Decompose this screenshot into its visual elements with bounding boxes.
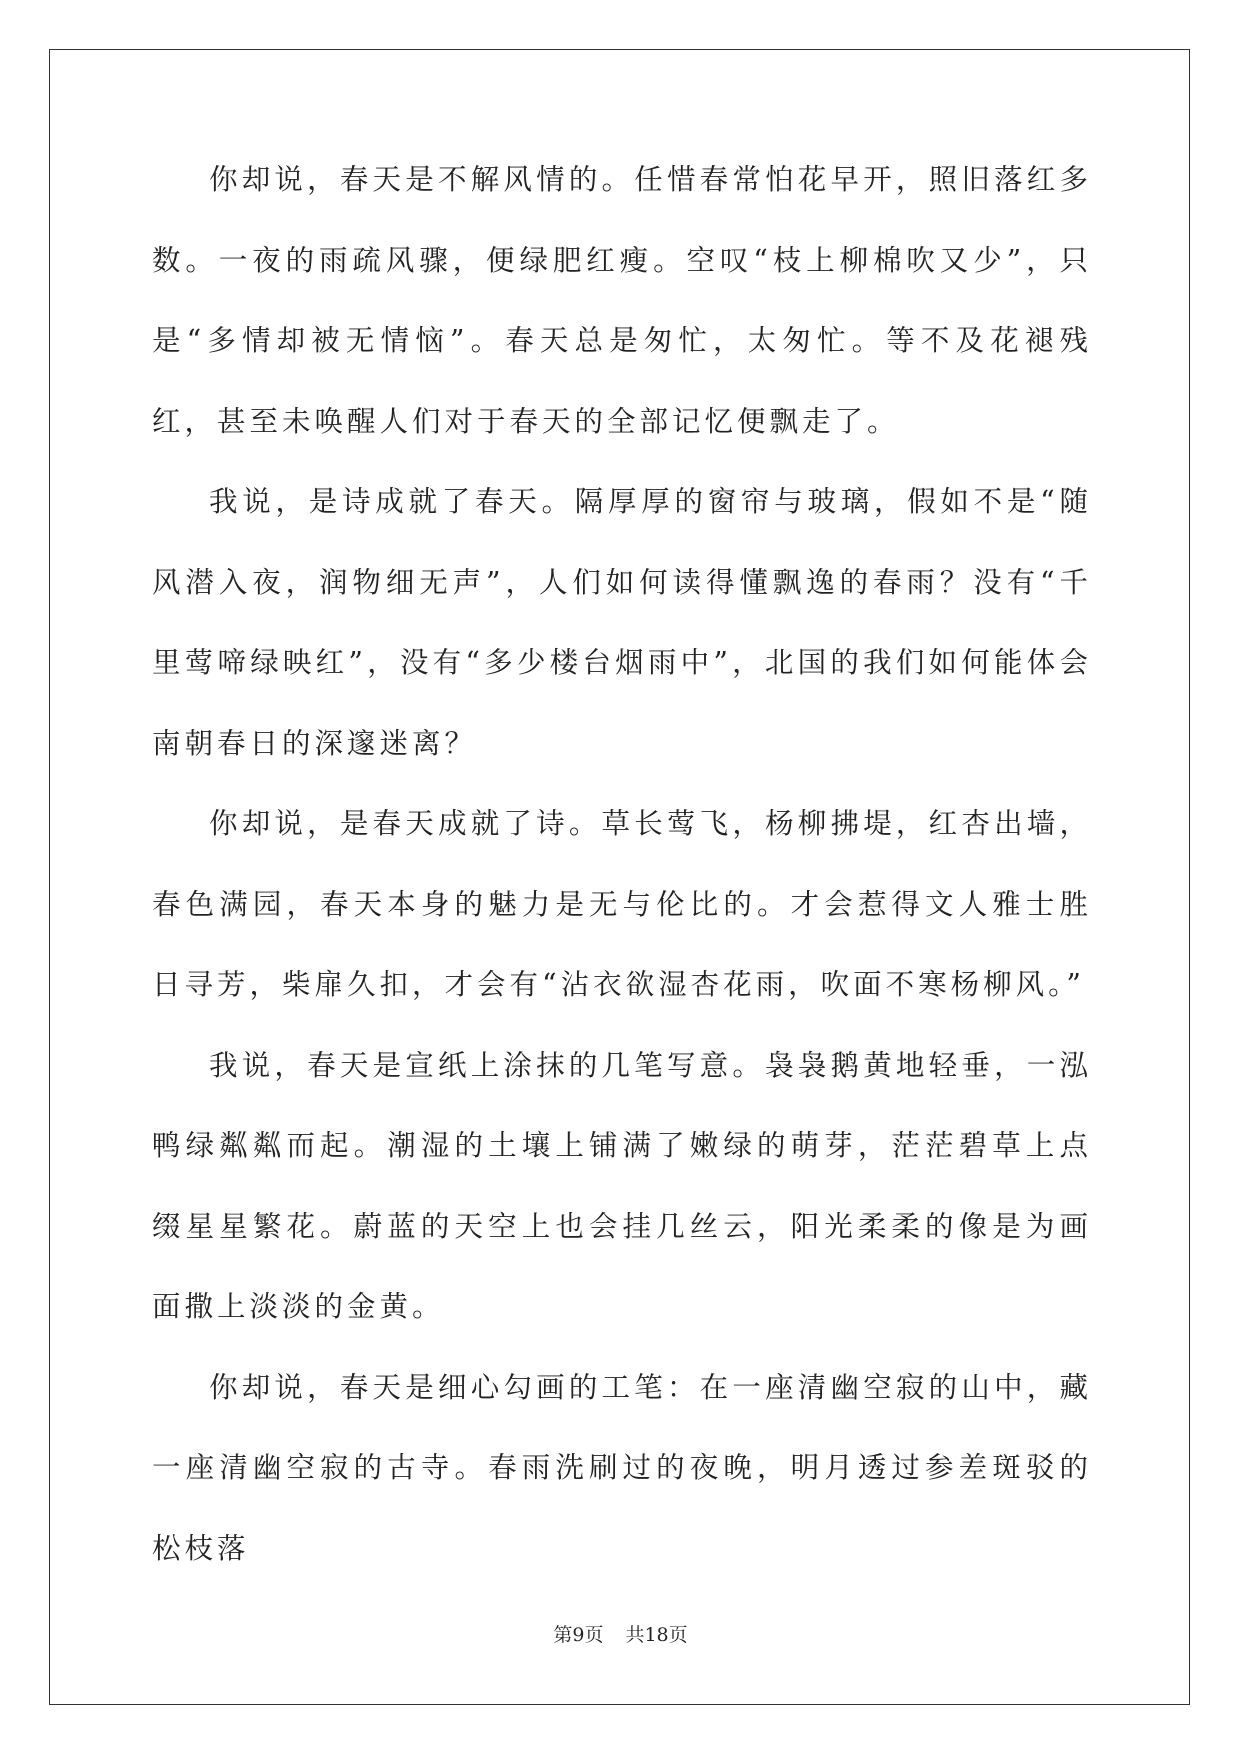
document-body <box>152 140 1092 1589</box>
current-page-number: 第9页 <box>553 1624 604 1646</box>
paragraph-1: 你却说，春天是不解风情的。任惜春常怕花早开，照旧落红多数。一夜的雨疏风骤，便绿肥红瘦。空叹“枝上柳棉吹又少”，只是“多情却被无情恼”。春天总是匆忙，太匆忙。等不及花褪残红，甚至未唤醒人们对于春天的全部记忆便飘走了。 <box>152 163 1092 438</box>
paragraph-5: 你却说，春天是细心勾画的工笔：在一座清幽空寂的山中，藏一座清幽空寂的古寺。春雨洗刷过的夜晚，明月透过参差斑驳的松枝落 <box>152 1370 1092 1565</box>
total-page-count: 共18页 <box>625 1624 688 1646</box>
paragraph-3: 你却说，是春天成就了诗。草长莺飞，杨柳拂堤，红杏出墙，春色满园，春天本身的魅力是无与伦比的。才会惹得文人雅士胜日寻芳，柴扉久扣，才会有“沾衣欲湿杏花雨，吹面不寒杨柳风。” <box>152 807 1092 1001</box>
paragraph-4: 我说，春天是宣纸上涂抹的几笔写意。袅袅鹅黄地轻垂，一泓鸭绿粼粼而起。潮湿的土壤上铺满了嫩绿的萌芽，茫茫碧草上点缀星星繁花。蔚蓝的天空上也会挂几丝云，阳光柔柔的像是为画面撒上淡淡的金黄。 <box>152 1048 1092 1323</box>
paragraph-2: 我说，是诗成就了春天。隔厚厚的窗帘与玻璃，假如不是“随风潜入夜，润物细无声”，人们如何读得懂飘逸的春雨？没有“千里莺啼绿映红”，没有“多少楼台烟雨中”，北国的我们如何能体会南朝春日的深邃迷离？ <box>152 485 1092 760</box>
page-footer <box>0 1620 1241 1647</box>
